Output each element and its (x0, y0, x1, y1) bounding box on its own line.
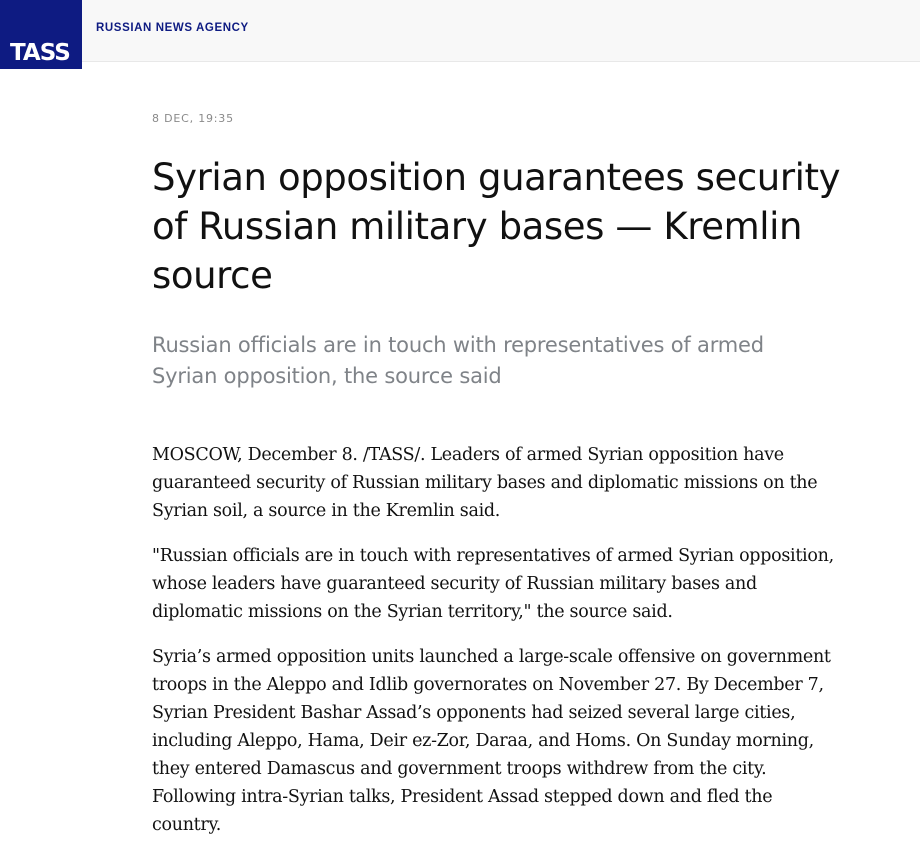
tass-logo[interactable] (0, 0, 82, 69)
agency-name: RUSSIAN NEWS AGENCY (96, 22, 249, 34)
article-headline: Syrian opposition guarantees security of Russian military bases — Kremlin source (152, 156, 841, 297)
article-paragraph: "Russian officials are in touch with representatives of armed Syrian opposition, whose leaders have guaranteed security of Russian military bases and diplomatic missions on the Syrian territory," the source said. (152, 546, 834, 622)
article-lead: Russian officials are in touch with representatives of armed Syrian opposition, the source said (152, 333, 764, 388)
logo-text: TASS (10, 40, 70, 66)
site-header (0, 0, 920, 66)
article-paragraph: Syria’s armed opposition units launched a large-scale offensive on government troops in the Aleppo and Idlib governorates on November 27. By December 7, Syrian President Bashar Assad’s opponents had seized several large cities, including Aleppo, Hama, Deir ez-Zor, Daraa, and Homs. On Sunday morning, they entered Damascus and government troops withdrew from the city. Following intra-Syrian talks, President Assad stepped down and fled the country. (152, 647, 831, 835)
article-paragraph: MOSCOW, December 8. /TASS/. Leaders of armed Syrian opposition have guaranteed security of Russian military bases and diplomatic missions on the Syrian soil, a source in the Kremlin said. (152, 445, 818, 521)
article-dateline: 8 DEC, 19:35 (152, 112, 234, 125)
article-body (152, 441, 842, 856)
